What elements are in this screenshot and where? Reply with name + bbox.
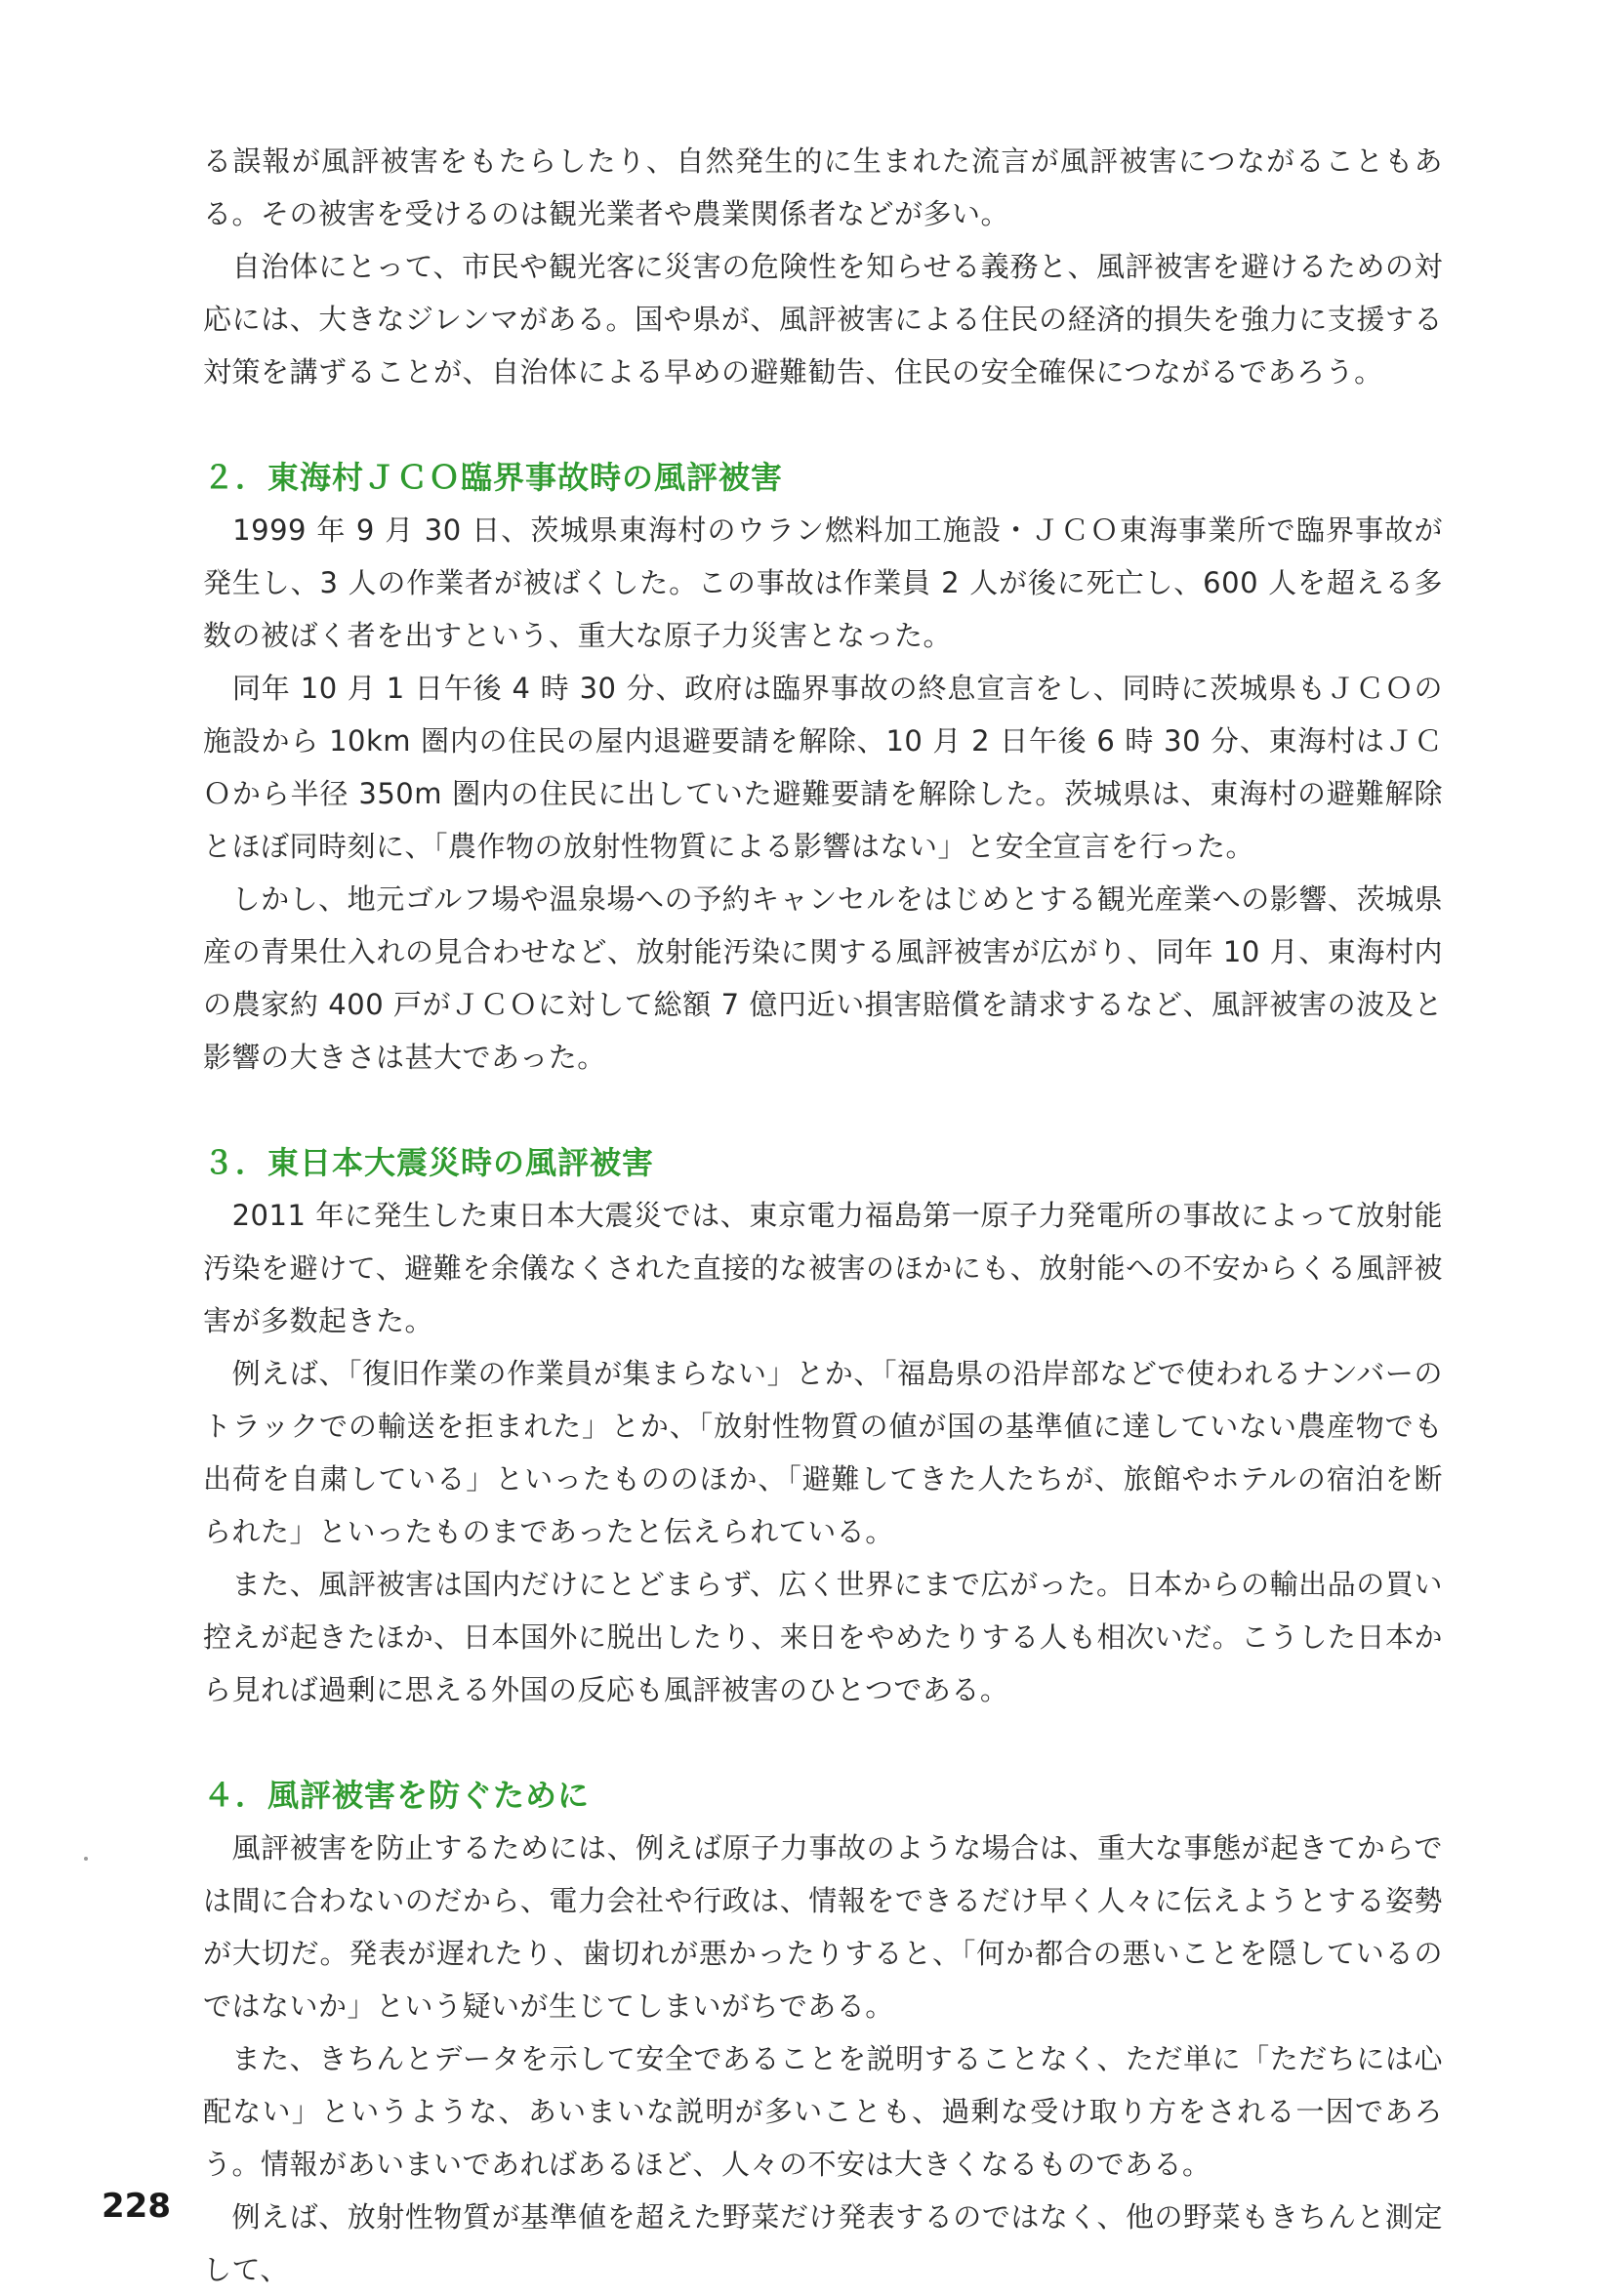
- section-heading-jco: ２．東海村ＪＣＯ臨界事故時の風評被害: [203, 459, 784, 496]
- scan-speck: [84, 1857, 88, 1861]
- section-jco-paragraph-2: 同年 10 月 1 日午後 4 時 30 分、政府は臨界事故の終息宣言をし、同時に茨城県もＪＣＯの施設から 10km 圏内の住民の屋内退避要請を解除、10 月 2 日午後 6 時 30 分、東海村はＪＣＯから半径 350m 圏内の住民に出していた避難要請を解除した。茨城県は、東海村の避難解除とほぼ同時刻に、「農作物の放射性物質による影響はない」と安全宣言を行った。: [203, 672, 1443, 863]
- section-heading-prevention: ４．風評被害を防ぐために: [203, 1777, 591, 1814]
- section-earthquake-paragraph-1: 2011 年に発生した東日本大震災では、東京電力福島第一原子力発電所の事故によって放射能汚染を避けて、避難を余儀なくされた直接的な被害のほかにも、放射能への不安からくる風評被害が多数起きた。: [203, 1199, 1443, 1337]
- section-jco-paragraph-1: 1999 年 9 月 30 日、茨城県東海村のウラン燃料加工施設・ＪＣＯ東海事業所で臨界事故が発生し、3 人の作業者が被ばくした。この事故は作業員 2 人が後に死亡し、600 人を超える多数の被ばく者を出すという、重大な原子力災害となった。: [203, 513, 1443, 652]
- section-prevention-paragraph-2: また、きちんとデータを示して安全であることを説明することなく、ただ単に「ただちには心配ない」というような、あいまいな説明が多いことも、過剰な受け取り方をされる一因であろう。情報があいまいであればあるほど、人々の不安は大きくなるものである。: [203, 2042, 1443, 2181]
- intro-paragraph-2: 自治体にとって、市民や観光客に災害の危険性を知らせる義務と、風評被害を避けるための対応には、大きなジレンマがある。国や県が、風評被害による住民の経済的損失を強力に支援する対策を講ずることが、自治体による早めの避難勧告、住民の安全確保につながるであろう。: [203, 250, 1443, 389]
- section-jco-paragraph-3: しかし、地元ゴルフ場や温泉場への予約キャンセルをはじめとする観光産業への影響、茨城県産の青果仕入れの見合わせなど、放射能汚染に関する風評被害が広がり、同年 10 月、東海村内の農家約 400 戸がＪＣＯに対して総額 7 億円近い損害賠償を請求するなど、風評被害の波及と影響の大きさは甚大であった。: [203, 882, 1443, 1074]
- intro-paragraph-1: る誤報が風評被害をもたらしたり、自然発生的に生まれた流言が風評被害につながることもある。その被害を受けるのは観光業者や農業関係者などが多い。: [203, 144, 1443, 230]
- section-earthquake-paragraph-2: 例えば、「復旧作業の作業員が集まらない」とか、「福島県の沿岸部などで使われるナンバーのトラックでの輸送を拒まれた」とか、「放射性物質の値が国の基準値に達していない農産物でも出荷を自粛している」といったもののほか、「避難してきた人たちが、旅館やホテルの宿泊を断られた」といったものまであったと伝えられている。: [203, 1357, 1443, 1548]
- page-number: 228: [102, 2187, 171, 2226]
- section-heading-earthquake: ３．東日本大震災時の風評被害: [203, 1144, 655, 1181]
- page-body: [203, 135, 1443, 2296]
- section-prevention-paragraph-3: 例えば、放射性物質が基準値を超えた野菜だけ発表するのではなく、他の野菜もきちんと測定して、: [203, 2200, 1443, 2286]
- section-earthquake-paragraph-3: また、風評被害は国内だけにとどまらず、広く世界にまで広がった。日本からの輸出品の買い控えが起きたほか、日本国外に脱出したり、来日をやめたりする人も相次いだ。こうした日本から見れば過剰に思える外国の反応も風評被害のひとつである。: [203, 1568, 1443, 1706]
- section-prevention-paragraph-1: 風評被害を防止するためには、例えば原子力事故のような場合は、重大な事態が起きてからでは間に合わないのだから、電力会社や行政は、情報をできるだけ早く人々に伝えようとする姿勢が大切だ。発表が遅れたり、歯切れが悪かったりすると、「何か都合の悪いことを隠しているのではないか」という疑いが生じてしまいがちである。: [203, 1831, 1443, 2023]
